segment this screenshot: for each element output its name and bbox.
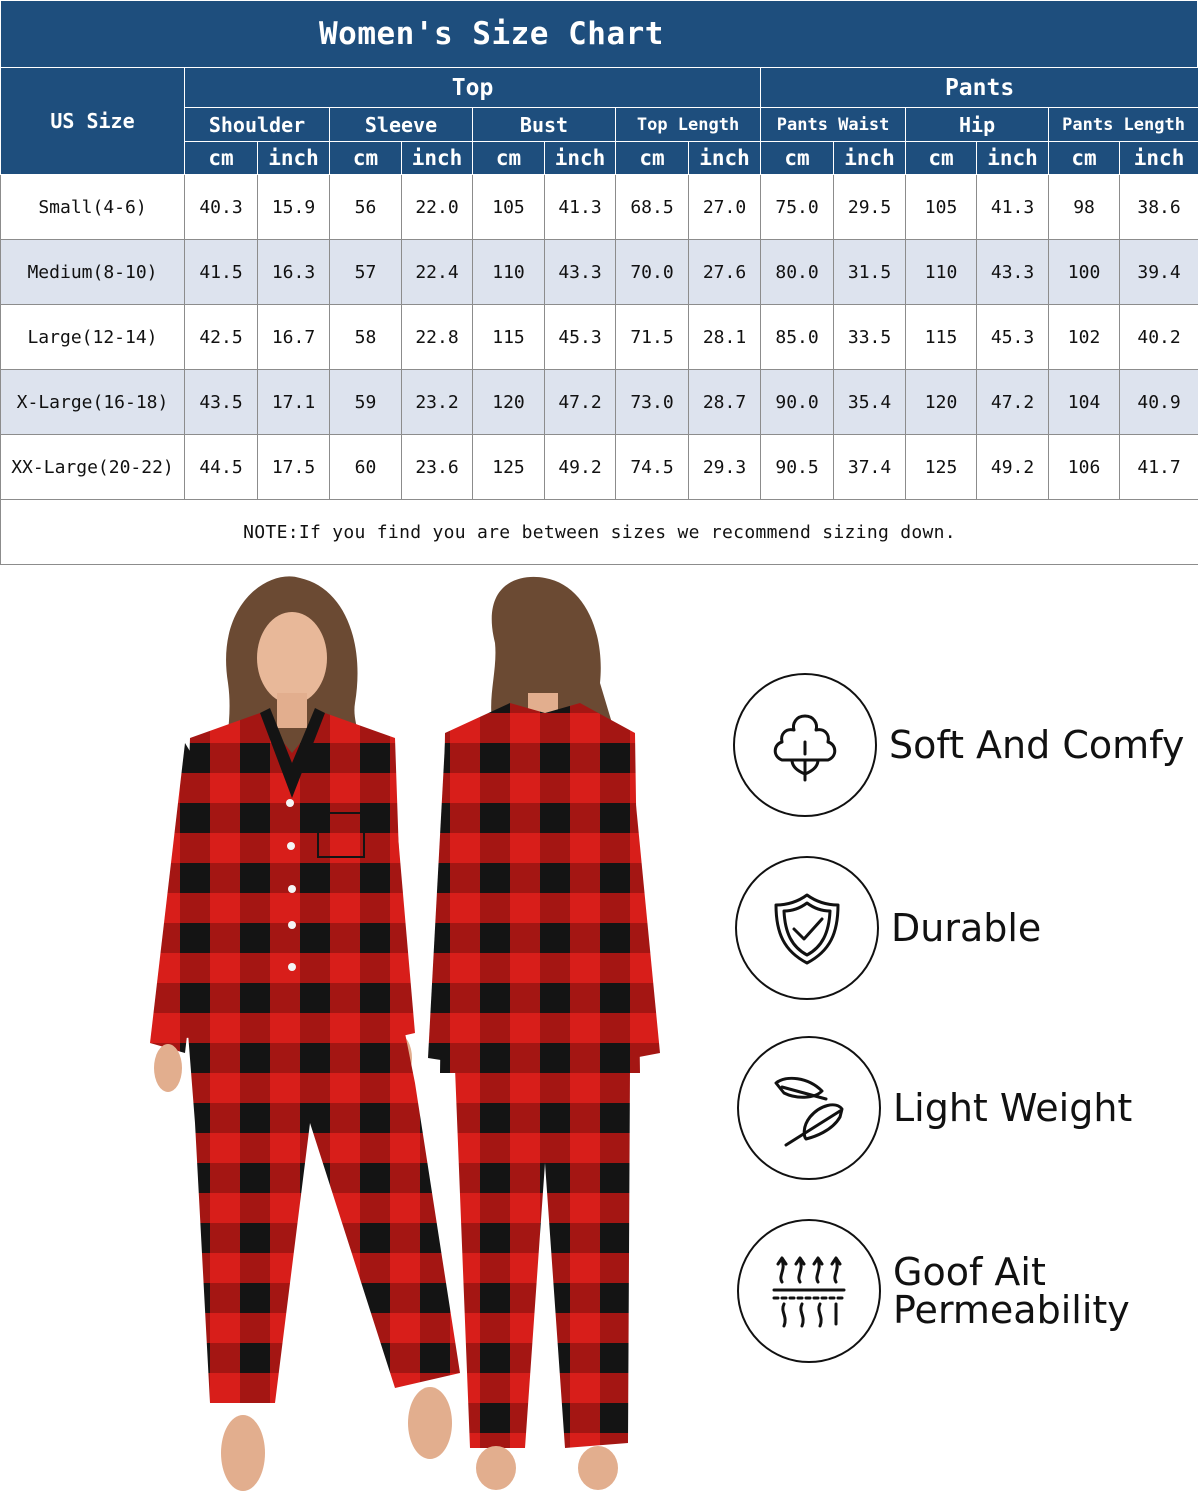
table-row [1, 175, 1198, 240]
value-cell: 75.0 [761, 175, 834, 240]
shield-check-icon [735, 856, 879, 1000]
chart-title: Women's Size Chart [0, 0, 1198, 68]
value-cell: 110 [473, 240, 545, 305]
value-cell: 100 [1049, 240, 1120, 305]
value-cell: 43.5 [185, 370, 258, 435]
size-cell: Small(4-6) [1, 175, 185, 240]
value-cell: 43.3 [977, 240, 1049, 305]
table-row [1, 240, 1198, 305]
table-row [1, 370, 1198, 435]
value-cell: 23.2 [402, 370, 473, 435]
value-cell: 71.5 [616, 305, 689, 370]
unit-header: cm [761, 142, 834, 175]
value-cell: 98 [1049, 175, 1120, 240]
value-cell: 90.5 [761, 435, 834, 500]
unit-header: cm [473, 142, 545, 175]
value-cell: 90.0 [761, 370, 834, 435]
value-cell: 31.5 [834, 240, 906, 305]
measurement-header: Pants Length [1049, 108, 1198, 142]
value-cell: 29.5 [834, 175, 906, 240]
feature-label-permeability [893, 1250, 1130, 1332]
feature-light [737, 1036, 1132, 1180]
value-cell: 80.0 [761, 240, 834, 305]
value-cell: 27.0 [689, 175, 761, 240]
value-cell: 35.4 [834, 370, 906, 435]
value-cell: 120 [906, 370, 977, 435]
value-cell: 15.9 [258, 175, 330, 240]
value-cell: 41.3 [977, 175, 1049, 240]
value-cell: 104 [1049, 370, 1120, 435]
value-cell: 27.6 [689, 240, 761, 305]
value-cell: 40.9 [1120, 370, 1198, 435]
value-cell: 37.4 [834, 435, 906, 500]
value-cell: 41.5 [185, 240, 258, 305]
value-cell: 22.4 [402, 240, 473, 305]
feature-label-durable: Durable [891, 906, 1042, 950]
value-cell: 102 [1049, 305, 1120, 370]
value-cell: 28.7 [689, 370, 761, 435]
value-cell: 42.5 [185, 305, 258, 370]
size-cell: XX-Large(20-22) [1, 435, 185, 500]
size-chart [0, 0, 1198, 563]
product-photo [0, 563, 700, 1500]
value-cell: 23.6 [402, 435, 473, 500]
top-group-header: Top [185, 68, 761, 108]
value-cell: 41.3 [545, 175, 616, 240]
feature-durable [735, 856, 1041, 1000]
value-cell: 45.3 [545, 305, 616, 370]
feature-label-light: Light Weight [893, 1086, 1133, 1130]
value-cell: 85.0 [761, 305, 834, 370]
value-cell: 74.5 [616, 435, 689, 500]
value-cell: 44.5 [185, 435, 258, 500]
value-cell: 22.8 [402, 305, 473, 370]
measurement-header: Top Length [616, 108, 761, 142]
value-cell: 41.7 [1120, 435, 1198, 500]
measurement-header: Shoulder [185, 108, 330, 142]
unit-header: cm [330, 142, 402, 175]
value-cell: 105 [473, 175, 545, 240]
value-cell: 125 [473, 435, 545, 500]
size-table [0, 67, 1198, 565]
value-cell: 40.3 [185, 175, 258, 240]
size-cell: X-Large(16-18) [1, 370, 185, 435]
feature-label-permeability-line1: Goof Ait [893, 1250, 1046, 1294]
value-cell: 73.0 [616, 370, 689, 435]
unit-header: inch [834, 142, 906, 175]
value-cell: 59 [330, 370, 402, 435]
feature-label-permeability-line2: Permeability [893, 1288, 1130, 1332]
value-cell: 120 [473, 370, 545, 435]
value-cell: 45.3 [977, 305, 1049, 370]
size-cell: Medium(8-10) [1, 240, 185, 305]
value-cell: 57 [330, 240, 402, 305]
unit-header: cm [185, 142, 258, 175]
pants-group-header: Pants [761, 68, 1198, 108]
value-cell: 29.3 [689, 435, 761, 500]
value-cell: 17.1 [258, 370, 330, 435]
unit-header: inch [1120, 142, 1198, 175]
value-cell: 22.0 [402, 175, 473, 240]
value-cell: 106 [1049, 435, 1120, 500]
size-cell: Large(12-14) [1, 305, 185, 370]
table-row [1, 305, 1198, 370]
unit-header: inch [545, 142, 616, 175]
measurement-header: Pants Waist [761, 108, 906, 142]
value-cell: 110 [906, 240, 977, 305]
value-cell: 40.2 [1120, 305, 1198, 370]
front-model [150, 576, 460, 1491]
value-cell: 60 [330, 435, 402, 500]
value-cell: 16.7 [258, 305, 330, 370]
note-row [1, 500, 1198, 565]
value-cell: 33.5 [834, 305, 906, 370]
unit-header: cm [1049, 142, 1120, 175]
value-cell: 38.6 [1120, 175, 1198, 240]
feature-permeability [737, 1219, 1130, 1363]
value-cell: 125 [906, 435, 977, 500]
measurement-header: Sleeve [330, 108, 473, 142]
pajama-models-image [0, 563, 700, 1500]
value-cell: 58 [330, 305, 402, 370]
unit-header: cm [906, 142, 977, 175]
value-cell: 28.1 [689, 305, 761, 370]
unit-header: inch [258, 142, 330, 175]
feather-icon [737, 1036, 881, 1180]
value-cell: 115 [906, 305, 977, 370]
unit-header: cm [616, 142, 689, 175]
value-cell: 43.3 [545, 240, 616, 305]
value-cell: 56 [330, 175, 402, 240]
value-cell: 115 [473, 305, 545, 370]
measurement-header: Hip [906, 108, 1049, 142]
table-row [1, 435, 1198, 500]
back-model [428, 577, 660, 1490]
value-cell: 47.2 [545, 370, 616, 435]
value-cell: 49.2 [977, 435, 1049, 500]
feature-soft [733, 673, 1184, 817]
sizing-note: NOTE:If you find you are between sizes we recommend sizing down. [1, 500, 1198, 565]
value-cell: 68.5 [616, 175, 689, 240]
value-cell: 47.2 [977, 370, 1049, 435]
unit-header: inch [977, 142, 1049, 175]
value-cell: 39.4 [1120, 240, 1198, 305]
cotton-icon [733, 673, 877, 817]
value-cell: 105 [906, 175, 977, 240]
unit-header: inch [689, 142, 761, 175]
measurement-header: Bust [473, 108, 616, 142]
airflow-icon [737, 1219, 881, 1363]
value-cell: 16.3 [258, 240, 330, 305]
value-cell: 49.2 [545, 435, 616, 500]
feature-label-soft: Soft And Comfy [889, 723, 1185, 767]
value-cell: 17.5 [258, 435, 330, 500]
us-size-header: US Size [1, 68, 185, 175]
value-cell: 70.0 [616, 240, 689, 305]
unit-header: inch [402, 142, 473, 175]
